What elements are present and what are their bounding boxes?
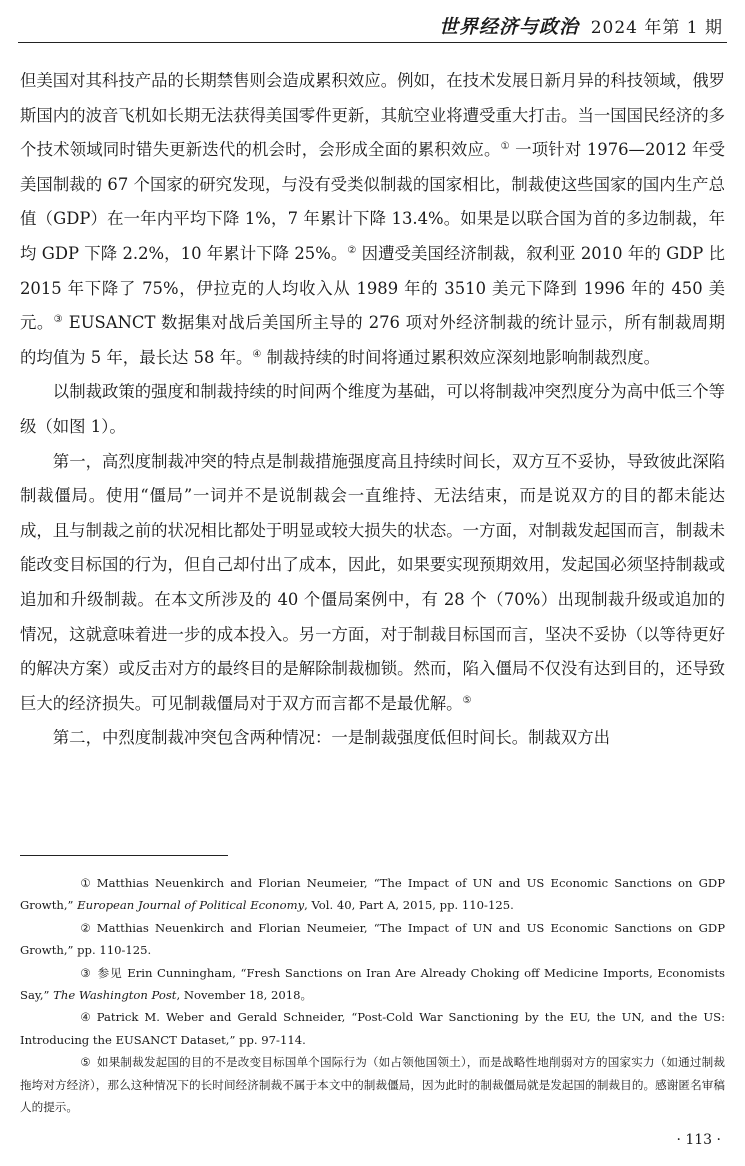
footnote-mark: ⑤ [80, 1055, 91, 1070]
footnote-ref-1[interactable]: ① [500, 141, 510, 153]
main-text [20, 64, 725, 756]
paragraph-3-text: 第一，高烈度制裁冲突的特点是制裁措施强度高且持续时间长，双方互不妥协，导致彼此深陷制裁僵局。使用“僵局”一词并不是说制裁会一直维持、无法结束，而是说双方的目的都未能达成，且与制裁之前的状况相比都处于明显或较大损失的状态。一方面，对制裁发起国而言，制裁未能改变目标国的行为，但自己却付出了成本，因此，如果要实现预期效用，发起国必须坚持制裁或追加和升级制裁。在本文所涉及的 40 个僵局案例中，有 28 个（70%）出现制裁升级或追加的情况，这就意味着进一步的成本投入。另一方面，对于制裁目标国而言，坚决不妥协（以等待更好的解决方案）或反击对方的最终目的是解除制裁枷锁。然而，陷入僵局不仅没有达到目的，还导致巨大的经济损失。可见制裁僵局对于双方而言都不是最优解。 [20, 451, 725, 713]
page-number: · 113 · [676, 1132, 721, 1148]
running-header [18, 8, 727, 43]
footnote-text: Matthias Neuenkirch and Florian Neumeier, “The Impact of UN and US Economic Sanctions on GDP Growth,” [20, 876, 725, 913]
footnote-ref-4[interactable]: ④ [252, 348, 262, 360]
issue-label: 2024 年第 1 期 [590, 18, 723, 38]
paragraph-1 [20, 64, 725, 375]
footnote-mark: ④ [80, 1010, 91, 1025]
paragraph-1-part-d: EUSANCT 数据集对战后美国所主导的 276 项对外经济制裁的统计显示，所有制裁周期的均值为 5 年，最长达 58 年。 [20, 313, 726, 367]
footnote-text: Patrick M. Weber and Gerald Schneider, “Post-Cold War Sanctioning by the EU, the UN, and the US: Introducing the EUSANCT Dataset,” pp. 97-114. [20, 1010, 725, 1047]
footnote-5 [20, 1051, 725, 1118]
footnote-publication: The Washington Post [53, 988, 177, 1003]
footnote-3 [20, 962, 725, 1007]
footnotes [20, 872, 725, 1118]
paragraph-3 [20, 445, 725, 722]
footnote-divider [20, 855, 228, 856]
footnote-mark: ① [80, 876, 91, 890]
journal-title: 世界经济与政治 [438, 16, 579, 38]
footnote-text: 参见 Erin Cunningham, “Fresh Sanctions on Iran Are Already Choking off Medicine Imports, Economists Say,” [20, 965, 725, 1003]
footnote-ref-5[interactable]: ⑤ [462, 694, 472, 706]
footnote-text: 如果制裁发起国的目的不是改变目标国单个国际行为（如占领他国领土），而是战略性地削弱对方的国家实力（如通过制裁拖垮对方经济），那么这种情况下的长时间经济制裁不属于本文中的制裁僵局，因为此时的制裁僵局就是发起国的制裁目的。感谢匿名审稿人的提示。 [20, 1055, 725, 1115]
footnote-mark: ② [80, 920, 91, 935]
paragraph-1-part-c: 因遭受美国经济制裁，叙利亚 2010 年的 GDP 比 2015 年下降了 75%，伊拉克的人均收入从 1989 年的 3510 美元下降到 1996 年的 450 美元。 [20, 243, 726, 333]
paragraph-1-part-e: 制裁持续的时间将通过累积效应深刻地影响制裁烈度。 [261, 347, 660, 367]
footnote-ref-2[interactable]: ② [347, 244, 357, 256]
footnote-text-end: , November 18, 2018。 [176, 988, 313, 1003]
footnote-mark: ③ [80, 965, 91, 980]
paragraph-2: 以制裁政策的强度和制裁持续的时间两个维度为基础，可以将制裁冲突烈度分为高中低三个等级（如图 1）。 [20, 382, 725, 436]
footnote-ref-3[interactable]: ③ [53, 314, 64, 326]
paragraph-4: 第二，中烈度制裁冲突包含两种情况：一是制裁强度低但时间长。制裁双方出 [52, 728, 611, 748]
footnote-text: Matthias Neuenkirch and Florian Neumeier, “The Impact of UN and US Economic Sanctions on GDP Growth,” pp. 110-125. [20, 920, 725, 958]
paragraph-1-part-a: 但美国对其科技产品的长期禁售则会造成累积效应。例如，在技术发展日新月异的科技领域，俄罗斯国内的波音飞机如长期无法获得美国零件更新，其航空业将遭受重大打击。当一国国民经济的多个技术领域同时错失更新迭代的机会时，会形成全面的累积效应。 [20, 71, 725, 160]
footnote-text-end: , Vol. 40, Part A, 2015, pp. 110-125. [304, 898, 514, 913]
footnote-journal: European Journal of Political Economy [77, 898, 305, 913]
footnote-4 [20, 1006, 725, 1051]
paragraph-1-part-b: 一项针对 1976—2012 年受美国制裁的 67 个国家的研究发现，与没有受类似制裁的国家相比，制裁使这些国家的国内生产总值（GDP）在一年内平均下降 1%，7 年累计下降 13.4%。如果是以联合国为首的多边制裁，年均 GDP 下降 2.2%，10 年累计下降 25%。 [20, 140, 726, 263]
footnote-2 [20, 917, 725, 962]
footnote-1 [20, 872, 725, 917]
